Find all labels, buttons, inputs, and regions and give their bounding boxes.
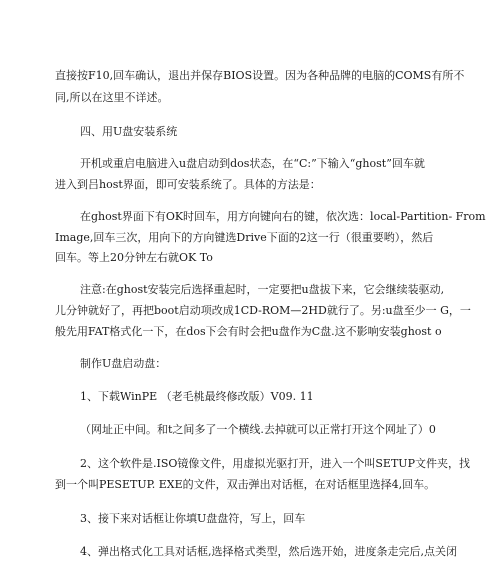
paragraph-line: （网址正中间。和t之间多了一个横线.去掉就可以正常打开这个网址了）0 (80, 423, 436, 436)
paragraph-line: 般先用FAT格式化一下，在dos下会有时会把u盘作为C盘.这不影响安装ghost o (55, 325, 442, 338)
list-item: 4、弹出格式化工具对话框,选择格式类型，然后选开始，进度条走完后,点关闭 (80, 545, 457, 558)
list-item: 1、下载WinPE （老毛桃最终修改版）V09. 11 (80, 390, 314, 403)
paragraph-line: 进入到吕host界面，即可安装系统了。具体的方法是： (55, 178, 321, 191)
paragraph-line: Image,回车三次，用向下的方向键选Drive下面的2这一行（很重要哟），然后 (55, 231, 434, 244)
list-item: 3、接下来对话框让你填U盘盘符，写上，回车 (80, 512, 306, 525)
list-item: 2、这个软件是.ISO镜像文件，用虚拟光驱打开，进入一个叫SETUP文件夹，找 (80, 457, 470, 470)
paragraph-line: 回车。等上20分钟左右就OK To (55, 251, 213, 264)
paragraph-line: 同,所以在这里不详述。 (55, 91, 169, 104)
paragraph-line: 到一个叫PESETUP. EXE的文件，双击弹出对话框，在对话框里选择4,回车。 (55, 478, 436, 491)
paragraph-line: 儿分钟就好了，再把boot启动项改成1CD-ROM—2HD就行了。另:u盘至少一 G，一 (55, 304, 471, 317)
section-heading: 四、用U盘安装系统 (80, 125, 178, 138)
paragraph-line: 注意:在ghost安装完后选择重起时，一定要把u盘拔下来，它会继续装驱动, (80, 283, 445, 296)
paragraph-line: 直接按F10,回车确认，退出并保存BIOS设置。因为各种品牌的电脑的COMS有所不 (55, 69, 465, 82)
paragraph-line: 开机或重启电脑进入u盘启动到dos状态，在“C:”下输入“ghost”回车就 (80, 157, 425, 170)
paragraph-line: 在ghost界面下有OK时回车，用方向键向右的键，依次选：local-Partition- From (80, 210, 486, 223)
subheading: 制作U盘启动盘： (80, 357, 167, 370)
